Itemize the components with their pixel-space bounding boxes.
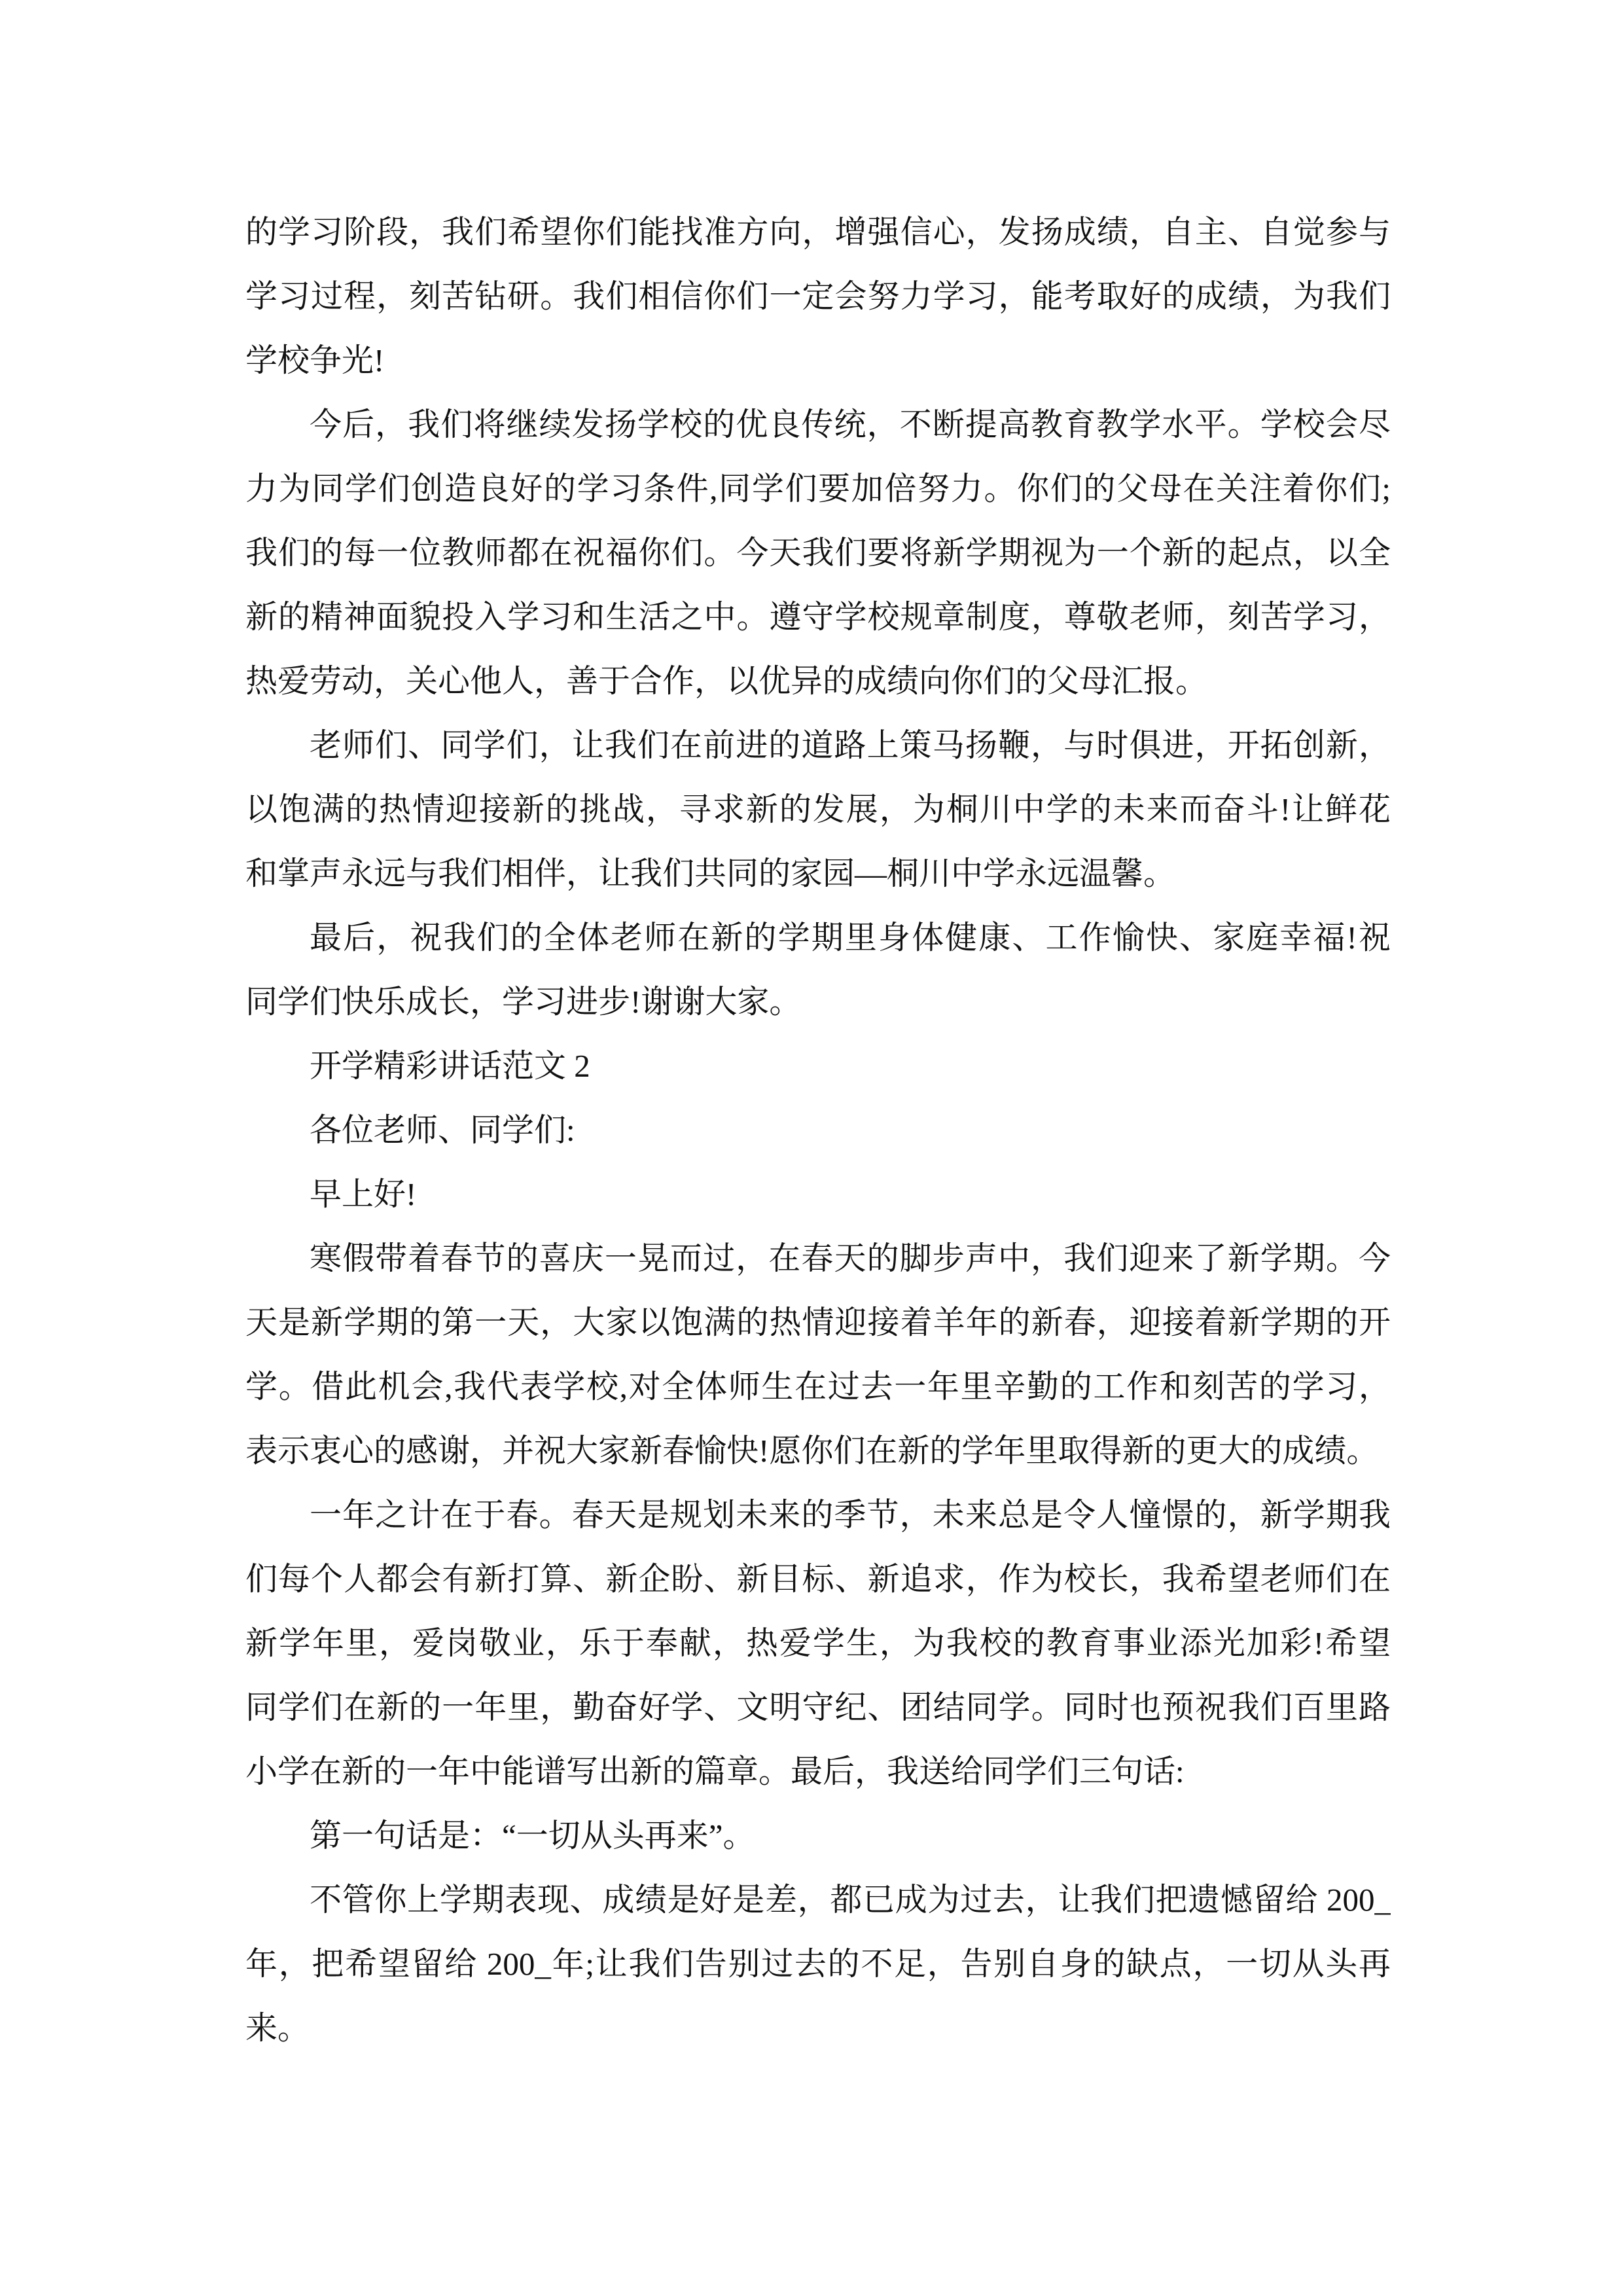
text-line: 我们的每一位教师都在祝福你们。今天我们要将新学期视为一个新的起点，以全 <box>245 535 1391 571</box>
text-line: 第一句话是：“一切从头再来”。 <box>310 1818 755 1854</box>
text-line: 学校争光! <box>245 342 385 378</box>
text-line: 热爱劳动，关心他人，善于合作，以优异的成绩向你们的父母汇报。 <box>245 663 1208 699</box>
text-line: 今后，我们将继续发扬学校的优良传统，不断提高教育教学水平。学校会尽 <box>310 406 1391 442</box>
text-line: 以饱满的热情迎接新的挑战，寻求新的发展，为桐川中学的未来而奋斗!让鲜花 <box>245 791 1391 827</box>
text-line: 力为同学们创造良好的学习条件,同学们要加倍努力。你们的父母在关注着你们; <box>245 471 1391 507</box>
text-line: 老师们、同学们，让我们在前进的道路上策马扬鞭，与时俱进，开拓创新， <box>310 727 1391 763</box>
text-line: 开学精彩讲话范文 2 <box>310 1048 590 1084</box>
text-line: 不管你上学期表现、成绩是好是差，都已成为过去，让我们把遗憾留给 200_ <box>310 1882 1391 1918</box>
text-line: 新学年里，爱岗敬业，乐于奉献，热爱学生，为我校的教育事业添光加彩!希望 <box>245 1625 1391 1661</box>
text-line: 学。借此机会,我代表学校,对全体师生在过去一年里辛勤的工作和刻苦的学习， <box>245 1369 1391 1405</box>
document-body <box>245 200 1391 2060</box>
text-line: 早上好! <box>310 1176 417 1212</box>
text-line: 同学们快乐成长，学习进步!谢谢大家。 <box>245 984 802 1020</box>
text-line: 一年之计在于春。春天是规划未来的季节，未来总是令人憧憬的，新学期我 <box>310 1497 1391 1533</box>
text-line: 小学在新的一年中能谱写出新的篇章。最后，我送给同学们三句话: <box>245 1753 1185 1789</box>
text-line: 同学们在新的一年里，勤奋好学、文明守纪、团结同学。同时也预祝我们百里路 <box>245 1689 1391 1725</box>
text-line: 最后，祝我们的全体老师在新的学期里身体健康、工作愉快、家庭幸福!祝 <box>310 920 1391 956</box>
text-line: 新的精神面貌投入学习和生活之中。遵守学校规章制度，尊敬老师，刻苦学习， <box>245 599 1391 635</box>
text-line: 们每个人都会有新打算、新企盼、新目标、新追求，作为校长，我希望老师们在 <box>245 1561 1391 1597</box>
text-line: 天是新学期的第一天，大家以饱满的热情迎接着羊年的新春，迎接着新学期的开 <box>245 1304 1391 1340</box>
text-line: 和掌声永远与我们相伴，让我们共同的家园—桐川中学永远温馨。 <box>245 855 1176 891</box>
text-line: 来。 <box>245 2010 310 2046</box>
text-line: 年，把希望留给 200_年;让我们告别过去的不足，告别自身的缺点，一切从头再 <box>245 1946 1391 1982</box>
text-line: 学习过程，刻苦钻研。我们相信你们一定会努力学习，能考取好的成绩，为我们 <box>245 278 1391 314</box>
text-line: 各位老师、同学们: <box>310 1112 575 1148</box>
text-line: 的学习阶段，我们希望你们能找准方向，增强信心，发扬成绩，自主、自觉参与 <box>245 214 1391 250</box>
text-line: 表示衷心的感谢，并祝大家新春愉快!愿你们在新的学年里取得新的更大的成绩。 <box>245 1433 1379 1469</box>
text-line: 寒假带着春节的喜庆一晃而过，在春天的脚步声中，我们迎来了新学期。今 <box>310 1240 1391 1276</box>
